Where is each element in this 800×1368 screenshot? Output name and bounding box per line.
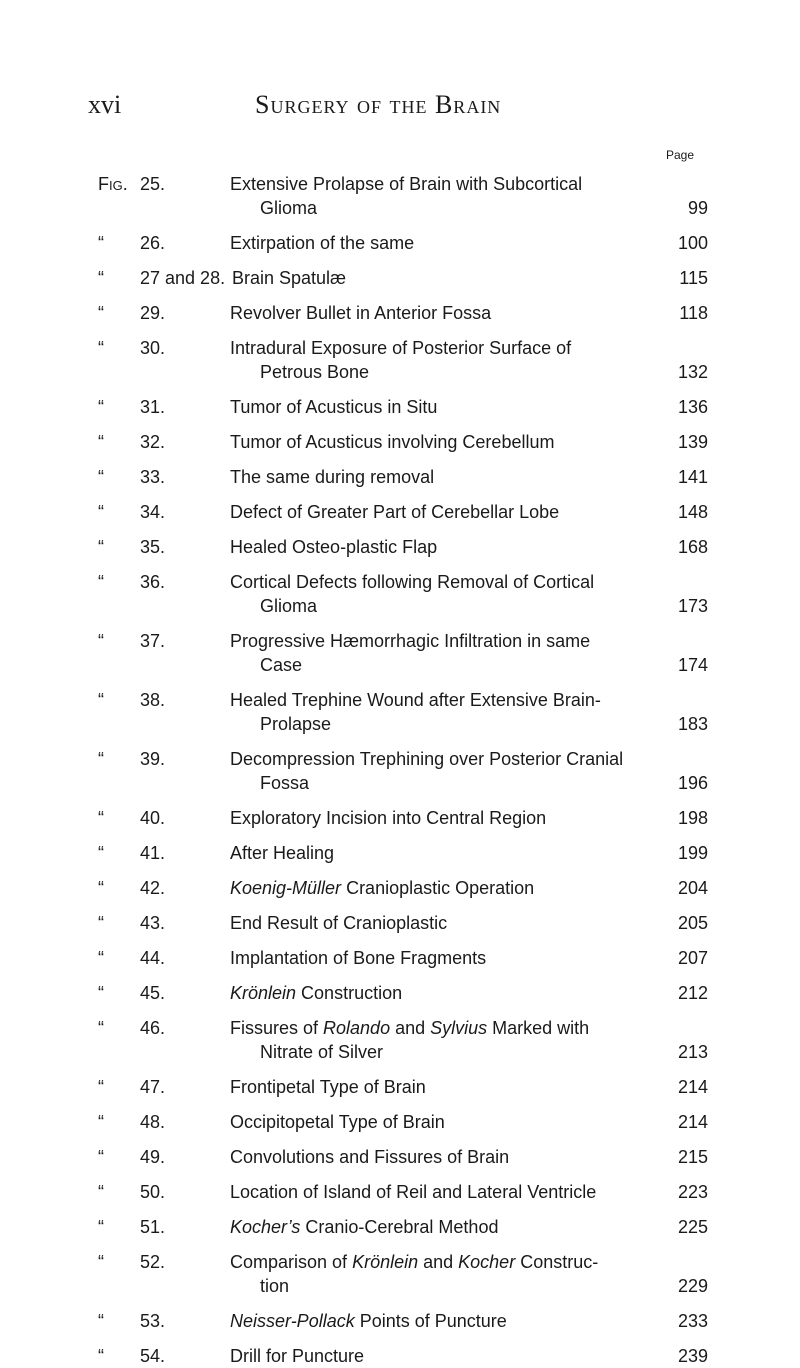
figure-caption	[230, 1180, 650, 1204]
caption-line: The same during removal	[230, 467, 435, 487]
figure-prefix: “	[98, 1018, 104, 1038]
figure-number: 44.	[140, 948, 166, 968]
figure-prefix: “	[98, 1217, 104, 1237]
figure-prefix: “	[98, 338, 104, 358]
figure-prefix: “	[98, 631, 104, 651]
figure-caption	[230, 336, 650, 384]
page-column-label: Page	[666, 148, 695, 162]
figure-prefix: Fig.	[98, 174, 128, 194]
figure-number: 33.	[140, 467, 166, 487]
figure-number: 46.	[140, 1018, 166, 1038]
caption-line: Cortical Defects following Removal of Cortical	[230, 572, 595, 592]
figure-caption	[230, 1344, 650, 1368]
caption-line: Frontipetal Type of Brain	[230, 1077, 426, 1097]
figure-number: 45.	[140, 983, 166, 1003]
figure-number: 30.	[140, 338, 166, 358]
figure-number: 40.	[140, 808, 166, 828]
figure-number: 25.	[140, 174, 166, 194]
caption-line: End Result of Cranioplastic	[230, 913, 448, 933]
figure-number: 42.	[140, 878, 166, 898]
caption-line: Occipitopetal Type of Brain	[230, 1112, 445, 1132]
figure-prefix: “	[98, 537, 104, 557]
figure-number: 29.	[140, 303, 166, 323]
figure-caption	[230, 876, 650, 900]
figure-prefix: “	[98, 749, 104, 769]
figure-number: 52.	[140, 1252, 166, 1272]
caption-continuation: Case	[260, 655, 303, 675]
page-number: 207	[677, 948, 708, 968]
figure-caption	[230, 500, 650, 524]
page-number: 225	[677, 1217, 708, 1237]
figure-number: 53.	[140, 1311, 166, 1331]
caption-line: Intradural Exposure of Posterior Surface of	[230, 338, 572, 358]
figure-prefix: “	[98, 1182, 104, 1202]
figure-prefix: “	[98, 1112, 104, 1132]
page-number: 214	[677, 1077, 708, 1097]
figure-number: 31.	[140, 397, 166, 417]
figure-number: 43.	[140, 913, 166, 933]
caption-line: Implantation of Bone Fragments	[230, 948, 487, 968]
figure-prefix: “	[98, 268, 104, 288]
figure-caption	[230, 535, 650, 559]
figure-number: 48.	[140, 1112, 166, 1132]
figure-caption	[230, 981, 650, 1005]
caption-line: Fissures of Rolando and Sylvius Marked with	[230, 1018, 590, 1038]
figure-prefix: “	[98, 467, 104, 487]
figure-prefix: “	[98, 878, 104, 898]
figure-caption	[230, 806, 650, 830]
figure-number: 38.	[140, 690, 166, 710]
figure-prefix: “	[98, 1311, 104, 1331]
figure-caption	[230, 465, 650, 489]
figure-caption	[230, 570, 650, 618]
caption-line: Exploratory Incision into Central Region	[230, 808, 547, 828]
caption-line: Defect of Greater Part of Cerebellar Lobe	[230, 502, 560, 522]
caption-line: Neisser-Pollack Points of Puncture	[230, 1311, 507, 1331]
caption-line: Healed Osteo-plastic Flap	[230, 537, 438, 557]
figure-number: 47.	[140, 1077, 166, 1097]
caption-line: Tumor of Acusticus in Situ	[230, 397, 438, 417]
caption-line: Koenig-Müller Cranioplastic Operation	[230, 878, 535, 898]
page-number: 99	[687, 198, 708, 218]
page-number: 239	[677, 1346, 708, 1366]
caption-line: Krönlein Construction	[230, 983, 403, 1003]
page-number: 205	[677, 913, 708, 933]
caption-line: Convolutions and Fissures of Brain	[230, 1147, 510, 1167]
caption-continuation: Prolapse	[260, 714, 332, 734]
figure-caption	[230, 841, 650, 865]
figure-prefix: “	[98, 948, 104, 968]
figure-number: 37.	[140, 631, 166, 651]
page-number: 100	[677, 233, 708, 253]
figure-number: 34.	[140, 502, 166, 522]
caption-line: Extensive Prolapse of Brain with Subcortical	[230, 174, 583, 194]
figure-prefix: “	[98, 1346, 104, 1366]
figure-number: 41.	[140, 843, 166, 863]
page-number: 233	[677, 1311, 708, 1331]
caption-line: Comparison of Krönlein and Kocher Construc-	[230, 1252, 599, 1272]
figure-prefix: “	[98, 913, 104, 933]
page-number: 199	[677, 843, 708, 863]
page-number: 136	[677, 397, 708, 417]
figure-number: 27 and 28.	[140, 268, 226, 288]
running-header	[0, 90, 800, 130]
caption-continuation: Nitrate of Silver	[260, 1042, 384, 1062]
figure-number: 39.	[140, 749, 166, 769]
page-number: 174	[677, 655, 708, 675]
figure-caption	[230, 911, 650, 935]
page-number: 229	[677, 1276, 708, 1296]
figure-prefix: “	[98, 1147, 104, 1167]
page-number: 214	[677, 1112, 708, 1132]
page-number: 196	[677, 773, 708, 793]
caption-line: Kocher’s Cranio-Cerebral Method	[230, 1217, 499, 1237]
figure-prefix: “	[98, 1077, 104, 1097]
page-number: 215	[677, 1147, 708, 1167]
page-number: 198	[677, 808, 708, 828]
caption-continuation: Fossa	[260, 773, 310, 793]
page-number: 148	[677, 502, 708, 522]
figure-caption	[230, 1250, 650, 1298]
page-number: 132	[677, 362, 708, 382]
figure-number: 36.	[140, 572, 166, 592]
caption-line: Tumor of Acusticus involving Cerebellum	[230, 432, 555, 452]
figure-prefix: “	[98, 502, 104, 522]
figure-number: 35.	[140, 537, 166, 557]
page-number: 183	[677, 714, 708, 734]
figure-caption	[230, 1110, 650, 1134]
figure-number: 32.	[140, 432, 166, 452]
figure-prefix: “	[98, 233, 104, 253]
figure-caption	[230, 301, 650, 325]
page-number: 204	[677, 878, 708, 898]
caption-line: After Healing	[230, 843, 335, 863]
page-number: 168	[677, 537, 708, 557]
figure-caption	[230, 172, 650, 220]
figure-number: 26.	[140, 233, 166, 253]
figure-prefix: “	[98, 690, 104, 710]
running-title: Surgery of the Brain	[255, 90, 502, 119]
page-number: 141	[677, 467, 708, 487]
page-number: 115	[679, 268, 708, 288]
figure-caption	[230, 231, 650, 255]
figure-prefix: “	[98, 983, 104, 1003]
figure-prefix: “	[98, 397, 104, 417]
figure-prefix: “	[98, 843, 104, 863]
page-folio: xvi	[88, 90, 122, 119]
figure-number: 51.	[140, 1217, 166, 1237]
figure-prefix: “	[98, 1252, 104, 1272]
figure-caption	[230, 1016, 650, 1064]
figure-caption	[230, 1075, 650, 1099]
figure-caption	[230, 1309, 650, 1333]
caption-line: Progressive Hæmorrhagic Infiltration in same	[230, 631, 591, 651]
page-number: 139	[677, 432, 708, 452]
page-number: 213	[677, 1042, 708, 1062]
figure-prefix: “	[98, 808, 104, 828]
caption-line: Revolver Bullet in Anterior Fossa	[230, 303, 492, 323]
page-number: 173	[677, 596, 708, 616]
figure-caption	[230, 946, 650, 970]
caption-line: Decompression Trephining over Posterior Cranial	[230, 749, 624, 769]
caption-line: Extirpation of the same	[230, 233, 415, 253]
figure-caption	[230, 629, 650, 677]
caption-continuation: Glioma	[260, 596, 318, 616]
figure-caption	[230, 1215, 650, 1239]
caption-continuation: Glioma	[260, 198, 318, 218]
figure-caption	[230, 430, 650, 454]
figure-number: 49.	[140, 1147, 166, 1167]
figure-caption	[230, 1145, 650, 1169]
figure-prefix: “	[98, 572, 104, 592]
page-number: 212	[677, 983, 708, 1003]
figure-caption	[232, 266, 652, 290]
figure-number: 50.	[140, 1182, 166, 1202]
page-number: 223	[677, 1182, 708, 1202]
figure-number: 54.	[140, 1346, 166, 1366]
caption-line: Healed Trephine Wound after Extensive Brain-	[230, 690, 601, 710]
caption-line: Drill for Puncture	[230, 1346, 365, 1366]
figure-caption	[230, 395, 650, 419]
caption-continuation: tion	[260, 1276, 290, 1296]
page-number: 118	[679, 303, 708, 323]
figure-caption	[230, 688, 650, 736]
figure-caption	[230, 747, 650, 795]
caption-line: Brain Spatulæ	[232, 268, 347, 288]
caption-continuation: Petrous Bone	[260, 362, 370, 382]
figure-prefix: “	[98, 432, 104, 452]
figure-prefix: “	[98, 303, 104, 323]
caption-line: Location of Island of Reil and Lateral Ventricle	[230, 1182, 597, 1202]
